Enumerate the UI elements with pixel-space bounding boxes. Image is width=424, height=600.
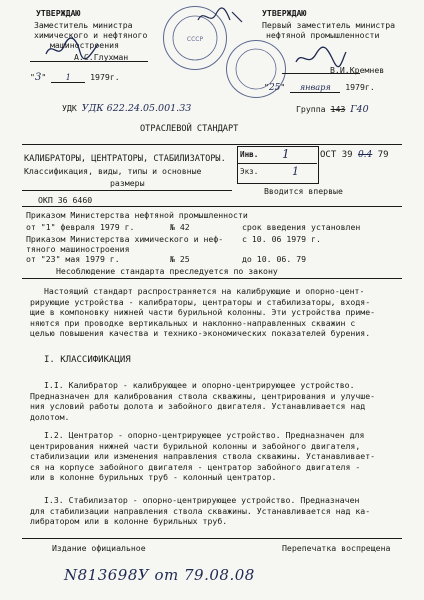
right-approval-line2: нефтяной промышленности — [266, 30, 380, 40]
violation-note: Несоблюдение стандарта преследуется по закону — [56, 266, 278, 276]
paragraph-1-1: I.I. Калибратор - калибрующее и опорно-центрирующее устройство. Предназначен для калибрования ствола скважины, центрирования и улучше- ния условий работы долота и забойного двигателя. Устанавливается над долотом. — [30, 380, 376, 422]
standard-title-line1: КАЛИБРАТОРЫ, ЦЕНТРАТОРЫ, СТАБИЛИЗАТОРЫ. — [24, 154, 226, 164]
order1-date: от "1" февраля 1979 г. — [26, 222, 135, 232]
copy-label: Экз. — [240, 167, 259, 176]
standard-title-line3: размеры — [110, 178, 145, 188]
okp-code: ОКП 36 6460 — [38, 195, 93, 205]
title-bottom-rule — [22, 190, 232, 191]
order-term-to: до 10. 06. 79 — [242, 254, 307, 264]
order2-line1: Приказом Министерства химического и неф- — [26, 234, 224, 244]
left-approval-line3: машиностроения — [50, 40, 120, 50]
footer-rule — [22, 538, 402, 539]
right-approval-date: "25" января 1979г. — [264, 82, 375, 93]
paragraph-1-3: I.3. Стабилизатор - опорно-центрирующее устройство. Предназначен для стабилизации направления ствола скважины. Устанавливается над ка- либратором или в колонне бурильных труб. — [30, 495, 371, 527]
order2-date: от "23" мая 1979 г. — [26, 254, 120, 264]
intro-paragraph: Настоящий стандарт распространяется на калибрующие и опорно-цент- рирующие устройства - калибраторы, центраторы и стабилизаторы, входя- щие в компоновку нижней части бурильной колонны. Эти устройства приме- няются при проводке вертикальных и наклонно-направленных скважин с целью повышения качества и технико-экономических показателей бурения. — [30, 286, 376, 339]
ost-designation: ОСТ 39 0.4 79 — [320, 150, 389, 160]
order1-number: № 42 — [170, 222, 190, 232]
handwritten-registration-number: N813698У от 79.08.08 — [64, 566, 255, 584]
order-term-from: с 10. 06 1979 г. — [242, 234, 321, 244]
copy-value: 1 — [292, 165, 299, 178]
top-handwritten-mark — [196, 6, 246, 28]
left-approval-line2: химического и нефтяного — [34, 30, 148, 40]
left-approver-name: А.С.Глухман — [74, 52, 129, 62]
paragraph-1-2: I.2. Центратор - опорно-центрирующее устройство. Предназначен для центрирования нижней части бурильной колонны и забойного двигателя, стабилизации или изменения направления ствола скважины. Устанавливает- ся на корпусе забойного двигателя - центратор забойного двигателя - или в колонне бурильных труб - колонный центратор. — [30, 430, 376, 483]
footer-reprint-prohibited: Перепечатка воспрещена — [282, 543, 391, 553]
left-approval-date: "3" 1 1979г. — [30, 72, 120, 83]
standard-title-line2: Классификация, виды, типы и основные — [24, 166, 202, 176]
standard-type: ОТРАСЛЕВОЙ СТАНДАРТ — [140, 124, 239, 134]
left-approval-line1: Заместитель министра — [34, 20, 133, 30]
section-title: I. КЛАССИФИКАЦИЯ — [44, 355, 131, 365]
group-code: Группа 143 Г40 — [296, 104, 369, 115]
orders-top-rule — [22, 206, 402, 207]
right-approval-line1: Первый заместитель министра — [262, 20, 396, 30]
introduced-note: Вводится впервые — [264, 186, 343, 196]
left-approval-heading: УТВЕРЖДАЮ — [36, 8, 81, 18]
right-approval-heading: УТВЕРЖДАЮ — [262, 8, 307, 18]
footer-official-edition: Издание официальное — [52, 543, 146, 553]
inventory-value: 1 — [282, 147, 290, 161]
order2-line2: тяного машиностроения — [26, 244, 130, 254]
order2-number: № 25 — [170, 254, 190, 264]
udk-code: УДК УДК 622.24.05.001.33 — [62, 103, 192, 114]
svg-text:СССР: СССР — [186, 36, 204, 43]
inventory-box-divider — [237, 163, 317, 164]
order-term-label: срок введения установлен — [242, 222, 361, 232]
right-approver-name: В.И.Кремнев — [330, 65, 385, 75]
inventory-label: Инв. — [240, 150, 259, 159]
orders-bottom-rule — [22, 278, 402, 279]
title-top-rule — [22, 144, 402, 145]
left-signature — [42, 36, 102, 62]
order1-line1: Приказом Министерства нефтяной промышленности — [26, 210, 248, 220]
